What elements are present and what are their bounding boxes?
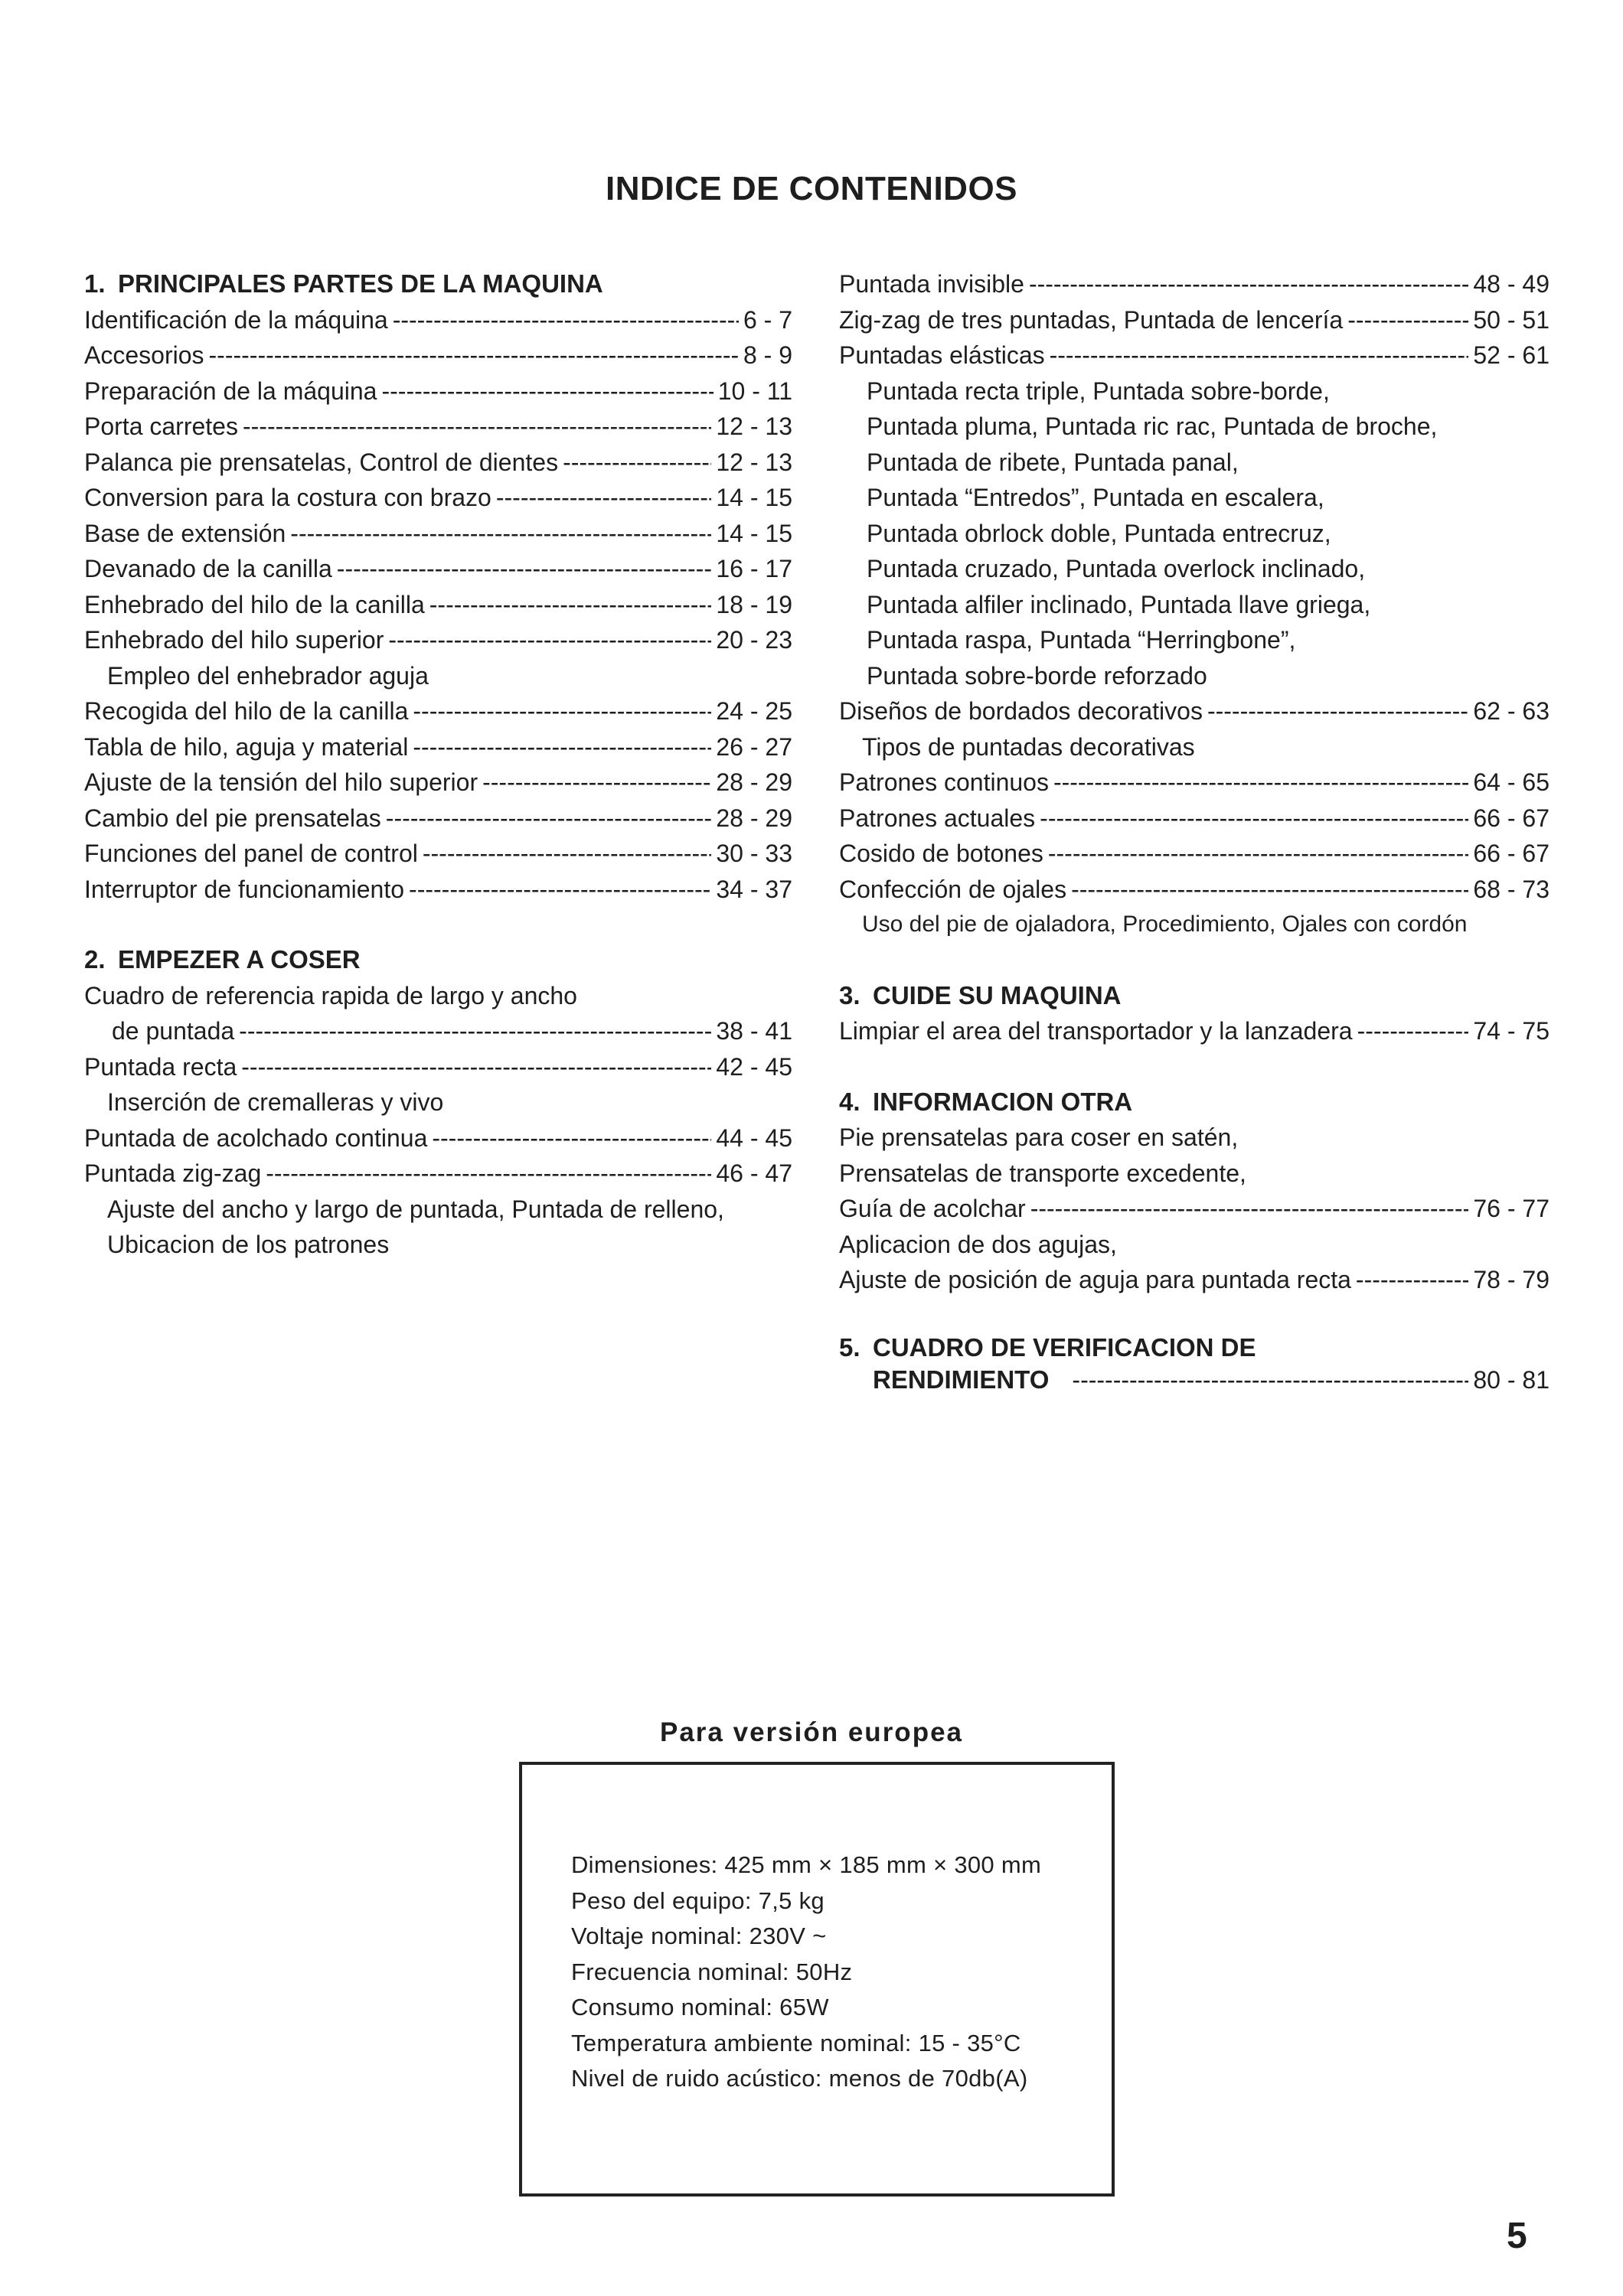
entry-text: Uso del pie de ojaladora, Procedimiento, Ojales con cordón — [862, 912, 1468, 937]
entry-text: Patrones continuos — [839, 768, 1049, 796]
section-number: 2. — [84, 945, 106, 974]
entry-pages: 68 - 73 — [1473, 875, 1550, 903]
toc-subentry — [839, 907, 1550, 943]
dot-leader — [1048, 836, 1469, 872]
section-number: 1. — [84, 269, 106, 298]
toc-entry — [839, 1362, 1550, 1398]
entry-pages: 14 - 15 — [716, 519, 792, 547]
entry-pages: 26 - 27 — [716, 732, 792, 761]
entry-text: Identificación de la máquina — [84, 305, 388, 334]
toc-entry — [84, 1013, 792, 1049]
entry-text: de puntada — [112, 1017, 235, 1045]
dot-leader — [1072, 1362, 1468, 1398]
toc-subentry — [84, 658, 792, 694]
entry-text: Puntada de acolchado continua — [84, 1124, 428, 1152]
entry-text: Guía de acolchar — [839, 1195, 1026, 1222]
entry-text: Ajuste del ancho y largo de puntada, Puntada de relleno, — [107, 1195, 724, 1223]
entry-text: Puntada sobre-borde reforzado — [867, 661, 1207, 690]
entry-text: Enhebrado del hilo de la canilla — [84, 590, 425, 618]
spec-voltage: Voltaje nominal: 230V ~ — [571, 1923, 827, 1949]
section-heading-1 — [84, 266, 792, 302]
section-number: 4. — [839, 1087, 860, 1116]
entry-text: Puntada raspa, Puntada “Herringbone”, — [867, 626, 1296, 654]
toc-entry — [839, 302, 1550, 338]
entry-pages: 18 - 19 — [716, 590, 792, 618]
toc-entry — [84, 693, 792, 729]
dot-leader — [423, 836, 712, 872]
dot-leader — [1357, 1013, 1469, 1049]
dot-leader — [209, 338, 739, 373]
section-title-cont: RENDIMIENTO — [873, 1365, 1050, 1394]
toc-entry — [839, 836, 1550, 872]
dot-leader — [388, 622, 711, 658]
entry-pages: 64 - 65 — [1473, 768, 1550, 796]
toc-entry — [84, 338, 792, 373]
toc-subentry — [839, 480, 1550, 516]
toc-entry — [839, 1013, 1550, 1049]
dot-leader — [413, 693, 711, 729]
section-heading-5 — [839, 1333, 1550, 1362]
toc-entry — [839, 1156, 1550, 1192]
toc-entry — [84, 587, 792, 623]
section-title: CUIDE SU MAQUINA — [873, 980, 1122, 1009]
dot-leader — [239, 1013, 711, 1049]
toc-entry — [839, 338, 1550, 373]
entry-text: Limpiar el area del transportador y la lanzadera — [839, 1017, 1353, 1045]
entry-pages: 28 - 29 — [716, 768, 792, 796]
dot-leader — [1029, 266, 1468, 302]
toc-subentry — [84, 1084, 792, 1120]
toc-entry — [839, 1227, 1550, 1263]
entry-pages: 8 - 9 — [743, 341, 792, 369]
section-heading-4 — [839, 1084, 1550, 1120]
toc-entry — [839, 765, 1550, 801]
entry-text: Funciones del panel de control — [84, 840, 418, 867]
entry-pages: 50 - 51 — [1473, 305, 1550, 334]
toc-entry — [84, 409, 792, 445]
dot-leader — [1356, 1262, 1468, 1298]
entry-pages: 52 - 61 — [1473, 341, 1550, 369]
entry-text: Confección de ojales — [839, 875, 1067, 903]
dot-leader — [393, 302, 739, 338]
entry-pages: 42 - 45 — [716, 1052, 792, 1081]
entry-pages: 66 - 67 — [1473, 804, 1550, 832]
entry-pages: 28 - 29 — [716, 804, 792, 832]
spec-noise: Nivel de ruido acústico: menos de 70db(A) — [571, 2065, 1028, 2092]
section-title: PRINCIPALES PARTES DE LA MAQUINA — [118, 269, 603, 298]
entry-text: Puntada cruzado, Puntada overlock inclinado, — [867, 555, 1366, 582]
entry-text: Puntada invisible — [839, 270, 1024, 298]
section-number: 3. — [839, 980, 860, 1009]
toc-entry — [84, 516, 792, 552]
toc-entry — [84, 480, 792, 516]
entry-text: Conversion para la costura con brazo — [84, 484, 491, 511]
entry-pages: 24 - 25 — [716, 697, 792, 725]
section-heading-3 — [839, 978, 1550, 1014]
entry-pages: 62 - 63 — [1473, 697, 1550, 725]
entry-text: Puntada zig-zag — [84, 1159, 262, 1187]
toc-entry — [84, 1120, 792, 1156]
entry-text: Puntada obrlock doble, Puntada entrecruz, — [867, 519, 1331, 547]
entry-text: Prensatelas de transporte excedente, — [839, 1159, 1246, 1187]
entry-pages: 6 - 7 — [743, 305, 792, 334]
toc-subentry — [839, 622, 1550, 658]
spec-temperature: Temperatura ambiente nominal: 15 - 35°C — [571, 2029, 1021, 2056]
toc-subentry — [839, 658, 1550, 694]
dot-leader — [429, 587, 712, 623]
entry-pages: 76 - 77 — [1473, 1195, 1550, 1222]
entry-pages: 80 - 81 — [1473, 1365, 1550, 1394]
dot-leader — [1347, 302, 1468, 338]
toc-entry — [84, 1049, 792, 1085]
toc-entry — [839, 801, 1550, 837]
entry-text: Preparación de la máquina — [84, 377, 377, 405]
entry-pages: 16 - 17 — [716, 555, 792, 582]
toc-subentry — [839, 373, 1550, 409]
toc-entry — [84, 836, 792, 872]
dot-leader — [337, 551, 712, 587]
entry-text: Palanca pie prensatelas, Control de dientes — [84, 448, 559, 476]
dot-leader — [290, 516, 711, 552]
toc-subentry — [839, 516, 1550, 552]
toc-entry — [84, 445, 792, 481]
toc-subentry — [839, 551, 1550, 587]
spec-list — [571, 1848, 1041, 2097]
dot-leader — [1053, 765, 1468, 801]
entry-text: Tipos de puntadas decorativas — [862, 732, 1195, 761]
entry-text: Aplicacion de dos agujas, — [839, 1230, 1117, 1258]
spec-consumption: Consumo nominal: 65W — [571, 1994, 829, 2020]
entry-text: Interruptor de funcionamiento — [84, 875, 405, 903]
entry-pages: 14 - 15 — [716, 484, 792, 511]
entry-text: Base de extensión — [84, 519, 286, 547]
entry-pages: 12 - 13 — [716, 448, 792, 476]
toc-subentry — [839, 587, 1550, 623]
entry-text: Inserción de cremalleras y vivo — [107, 1088, 444, 1116]
dot-leader — [1071, 872, 1468, 908]
entry-text: Puntadas elásticas — [839, 341, 1045, 369]
dot-leader — [381, 373, 713, 409]
toc-entry — [84, 373, 792, 409]
entry-text: Pie prensatelas para coser en satén, — [839, 1124, 1239, 1151]
entry-pages: 46 - 47 — [716, 1159, 792, 1187]
entry-text: Ubicacion de los patrones — [107, 1231, 390, 1258]
entry-pages: 38 - 41 — [716, 1017, 792, 1045]
entry-pages: 10 - 11 — [717, 377, 792, 405]
toc-left-column — [84, 266, 792, 1263]
toc-entry — [84, 872, 792, 908]
dot-leader — [1050, 338, 1469, 373]
dot-leader — [432, 1120, 711, 1156]
toc-entry — [84, 801, 792, 837]
toc-entry — [839, 266, 1550, 302]
euro-spec-box — [519, 1762, 1115, 2197]
entry-pages: 34 - 37 — [716, 875, 792, 903]
dot-leader — [563, 445, 711, 481]
entry-text: Puntada “Entredos”, Puntada en escalera, — [867, 484, 1324, 511]
entry-text: Ajuste de la tensión del hilo superior — [84, 768, 478, 796]
toc-entry — [839, 872, 1550, 908]
dot-leader — [241, 1049, 711, 1085]
entry-text: Puntada de ribete, Puntada panal, — [867, 448, 1239, 476]
dot-leader — [386, 801, 712, 837]
entry-pages: 44 - 45 — [716, 1124, 792, 1152]
toc-subentry — [839, 409, 1550, 445]
entry-text: Puntada recta — [84, 1052, 237, 1081]
entry-text: Zig-zag de tres puntadas, Puntada de lencería — [839, 305, 1344, 334]
entry-pages: 48 - 49 — [1473, 270, 1550, 298]
page-title: INDICE DE CONTENIDOS — [605, 170, 1018, 207]
toc-entry — [84, 551, 792, 587]
dot-leader — [243, 409, 711, 445]
entry-pages: 78 - 79 — [1473, 1266, 1550, 1293]
entry-text: Cambio del pie prensatelas — [84, 804, 381, 832]
toc-entry — [839, 1120, 1550, 1156]
toc-subentry — [839, 729, 1550, 765]
entry-pages: 30 - 33 — [716, 840, 792, 867]
dot-leader — [482, 765, 711, 801]
toc-entry — [84, 729, 792, 765]
toc-subentry — [84, 1227, 792, 1263]
entry-text: Patrones actuales — [839, 804, 1036, 832]
toc-subentry — [84, 1192, 792, 1228]
section-title: EMPEZER A COSER — [118, 945, 361, 974]
entry-text: Cuadro de referencia rapida de largo y ancho — [84, 981, 577, 1009]
entry-text: Porta carretes — [84, 413, 238, 440]
entry-text: Enhebrado del hilo superior — [84, 626, 384, 654]
toc-entry — [839, 1191, 1550, 1227]
dot-leader — [1040, 801, 1468, 837]
entry-text: Recogida del hilo de la canilla — [84, 697, 409, 725]
entry-text: Accesorios — [84, 341, 204, 369]
euro-version-title: Para versión europea — [660, 1717, 963, 1747]
dot-leader — [413, 729, 711, 765]
entry-text: Puntada recta triple, Puntada sobre-borde, — [867, 377, 1330, 405]
toc-entry — [84, 1156, 792, 1192]
spec-weight: Peso del equipo: 7,5 kg — [571, 1887, 825, 1914]
entry-pages: 20 - 23 — [716, 626, 792, 654]
entry-text: Ajuste de posición de aguja para puntada recta — [839, 1266, 1351, 1293]
dot-leader — [1207, 693, 1468, 729]
section-heading-2 — [84, 942, 792, 978]
spec-dimensions: Dimensiones: 425 mm × 185 mm × 300 mm — [571, 1851, 1042, 1878]
entry-text: Empleo del enhebrador aguja — [107, 661, 429, 690]
spec-frequency: Frecuencia nominal: 50Hz — [571, 1958, 853, 1985]
toc-entry — [84, 765, 792, 801]
toc-entry — [839, 693, 1550, 729]
entry-pages: 74 - 75 — [1473, 1017, 1550, 1045]
dot-leader — [266, 1156, 711, 1192]
toc-entry — [84, 622, 792, 658]
section-number: 5. — [839, 1332, 860, 1362]
toc-entry — [839, 1262, 1550, 1298]
dot-leader — [496, 480, 712, 516]
toc-right-column — [839, 266, 1550, 1397]
page-number: 5 — [1507, 2216, 1527, 2256]
entry-pages: 12 - 13 — [716, 413, 792, 440]
section-title: CUADRO DE VERIFICACION DE — [873, 1332, 1256, 1362]
entry-text: Puntada alfiler inclinado, Puntada llave griega, — [867, 590, 1371, 618]
entry-text: Tabla de hilo, aguja y material — [84, 732, 409, 761]
dot-leader — [409, 872, 711, 908]
toc-entry — [84, 302, 792, 338]
entry-text: Cosido de botones — [839, 840, 1043, 867]
entry-text: Puntada pluma, Puntada ric rac, Puntada de broche, — [867, 413, 1438, 440]
entry-text: Devanado de la canilla — [84, 555, 332, 582]
entry-text: Diseños de bordados decorativos — [839, 697, 1203, 725]
dot-leader — [1030, 1191, 1469, 1227]
section-title: INFORMACION OTRA — [873, 1087, 1133, 1116]
toc-subentry — [839, 445, 1550, 481]
entry-pages: 66 - 67 — [1473, 840, 1550, 867]
toc-entry — [84, 978, 792, 1014]
